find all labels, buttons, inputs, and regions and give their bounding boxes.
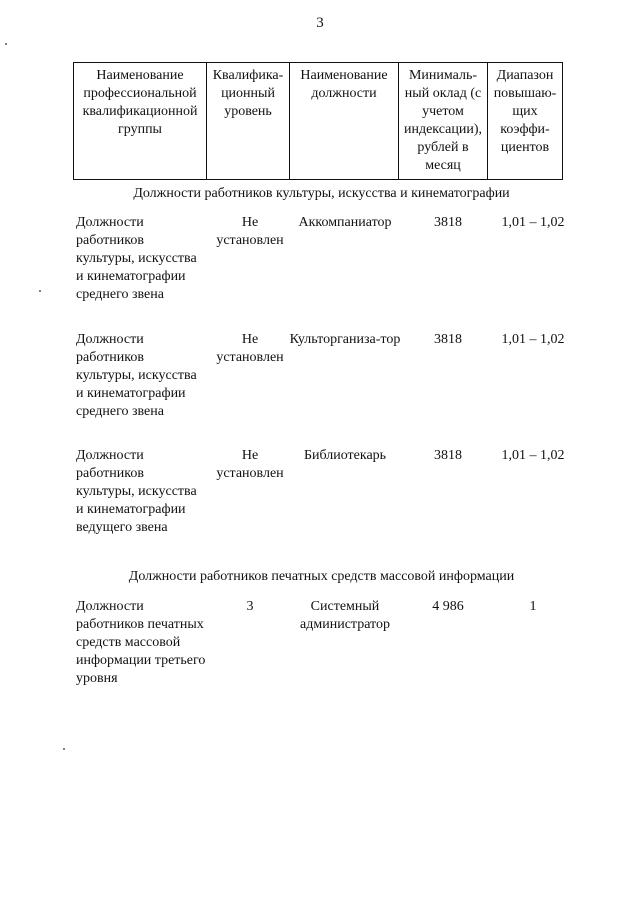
cell-salary: 4 986 — [432, 599, 464, 614]
scan-speck — [5, 43, 7, 45]
section-title-culture: Должности работников культуры, искусства и кинематографии — [133, 186, 510, 201]
cell-level: Не установлен — [216, 215, 284, 248]
table-row — [73, 447, 570, 567]
cell-level: Не установлен — [216, 448, 284, 481]
header-position-name: Наименование должности — [290, 63, 399, 180]
header-group-name: Наименование профессиональной квалификационной группы — [74, 63, 207, 180]
cell-group: Должности работников культуры, искусства и кинематографии среднего звена — [76, 332, 197, 419]
cell-level: Не установлен — [216, 332, 284, 365]
cell-group: Должности работников печатных средств массовой информации третьего уровня — [76, 599, 206, 686]
header-min-salary: Минималь-ный оклад (с учетом индексации), рублей в месяц — [399, 63, 488, 180]
cell-level: 3 — [246, 599, 254, 614]
cell-position: Аккомпаниатор — [298, 215, 392, 230]
cell-group: Должности работников культуры, искусства и кинематографии ведущего звена — [76, 448, 197, 535]
cell-position: Системный администратор — [300, 599, 390, 632]
header-qualification-level: Квалифика-ционный уровень — [207, 63, 290, 180]
table-row — [73, 214, 570, 334]
scan-speck — [39, 290, 41, 292]
cell-salary: 3818 — [434, 215, 462, 230]
scan-speck — [63, 748, 65, 750]
cell-position: Библиотекарь — [303, 448, 387, 463]
table-row — [73, 331, 570, 451]
cell-group: Должности работников культуры, искусства и кинематографии среднего звена — [76, 215, 197, 302]
cell-coefficient: 1 — [529, 599, 537, 614]
cell-coefficient: 1,01 – 1,02 — [501, 215, 565, 230]
header-row — [74, 63, 563, 180]
header-coefficient-range: Диапазон повышаю-щих коэффи-циентов — [488, 63, 563, 180]
page-number: 3 — [316, 15, 324, 31]
section-title-press: Должности работников печатных средств массовой информации — [128, 569, 515, 584]
cell-coefficient: 1,01 – 1,02 — [501, 448, 565, 463]
cell-salary: 3818 — [434, 448, 462, 463]
cell-salary: 3818 — [434, 332, 462, 347]
cell-position: Культорганиза-тор — [289, 332, 401, 347]
cell-coefficient: 1,01 – 1,02 — [501, 332, 565, 347]
table-header — [73, 62, 563, 180]
table-row — [73, 598, 570, 718]
